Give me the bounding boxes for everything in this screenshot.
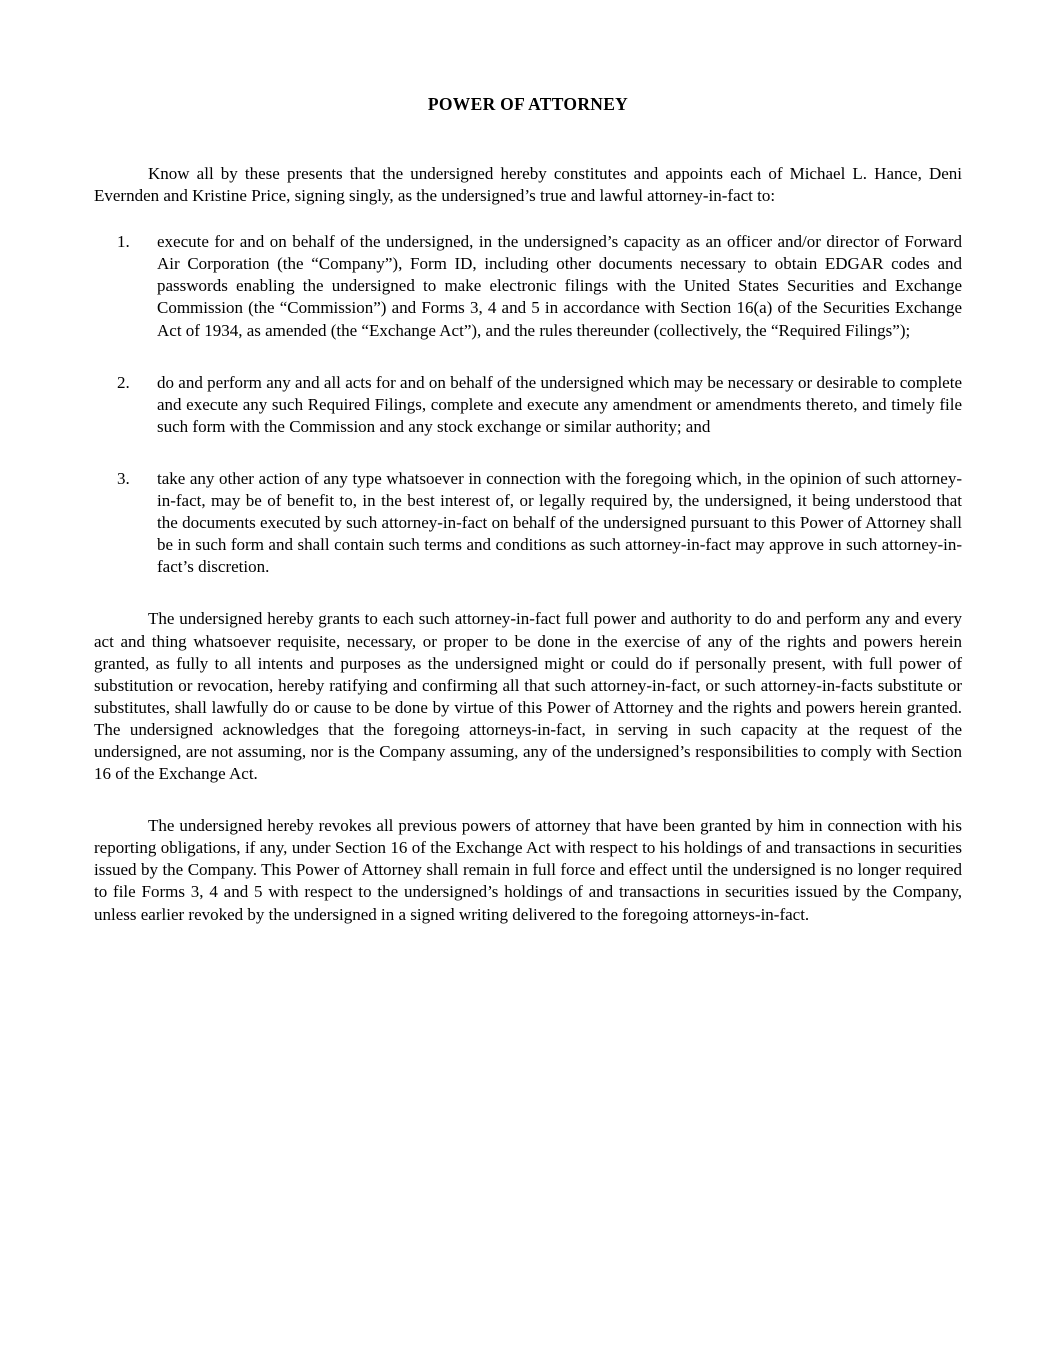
document-title: POWER OF ATTORNEY: [427, 94, 629, 114]
list-item-2-number: 2.: [117, 372, 130, 392]
list-item-1-number: 1.: [117, 232, 130, 252]
list-item-1-text: execute for and on behalf of the undersigned, in the undersigned’s capacity as an officer and/or director of Forward Air Corporation (the “Company”), Form ID, including other documents necessary to obtain EDGAR codes and passwords enabling the undersigned to make electronic filings with the United States Securities and Exchange Commission (the “Commission”) and Forms 3, 4 and 5 in accordance with Section 16(a) of the Securities Exchange Act of 1934, as amended (the “Exchange Act”), and the rules thereunder (collectively, the “Required Filings”);: [157, 232, 962, 340]
list-item-3: [94, 468, 962, 578]
list-item-2-text: do and perform any and all acts for and on behalf of the undersigned which may be necessary or desirable to complete and execute any such Required Filings, complete and execute any amendment or amendments thereto, and timely file such form with the Commission and any stock exchange or similar authority; and: [157, 372, 962, 436]
intro-paragraph: Know all by these presents that the undersigned hereby constitutes and appoints each of Michael L. Hance, Deni Evernden and Kristine Price, signing singly, as the undersigned’s true and lawful attorney-in-fact to:: [94, 164, 962, 206]
numbered-list: [94, 231, 962, 578]
list-item-3-number: 3.: [117, 468, 130, 488]
body-paragraph-2: The undersigned hereby revokes all previous powers of attorney that have been granted by him in connection with his reporting obligations, if any, under Section 16 of the Exchange Act with respect to his holdings of and transactions in securities issued by the Company. This Power of Attorney shall remain in full force and effect until the undersigned is no longer required to file Forms 3, 4 and 5 with respect to the undersigned’s holdings of and transactions in securities issued by the Company, unless earlier revoked by the undersigned in a signed writing delivered to the foregoing attorneys-in-fact.: [94, 816, 962, 924]
list-item-1: [94, 231, 962, 341]
list-item-2: [94, 372, 962, 438]
body-paragraph-1: The undersigned hereby grants to each such attorney-in-fact full power and authority to do and perform any and every act and thing whatsoever requisite, necessary, or proper to be done in the exercise of any of the rights and powers herein granted, as fully to all intents and purposes as the undersigned might or could do if personally present, with full power of substitution or revocation, hereby ratifying and confirming all that such attorney-in-fact, or such attorney-in-facts substitute or substitutes, shall lawfully do or cause to be done by virtue of this Power of Attorney and the rights and powers herein granted. The undersigned acknowledges that the foregoing attorneys-in-fact, in serving in such capacity at the request of the undersigned, are not assuming, nor is the Company assuming, any of the undersigned’s responsibilities to comply with Section 16 of the Exchange Act.: [94, 609, 962, 784]
list-item-3-text: take any other action of any type whatsoever in connection with the foregoing which, in the opinion of such attorney-in-fact, may be of benefit to, in the best interest of, or legally required by, the undersigned, it being understood that the documents executed by such attorney-in-fact on behalf of the undersigned pursuant to this Power of Attorney shall be in such form and shall contain such terms and conditions as such attorney-in-fact may approve in such attorney-in-fact’s discretion.: [157, 468, 962, 577]
